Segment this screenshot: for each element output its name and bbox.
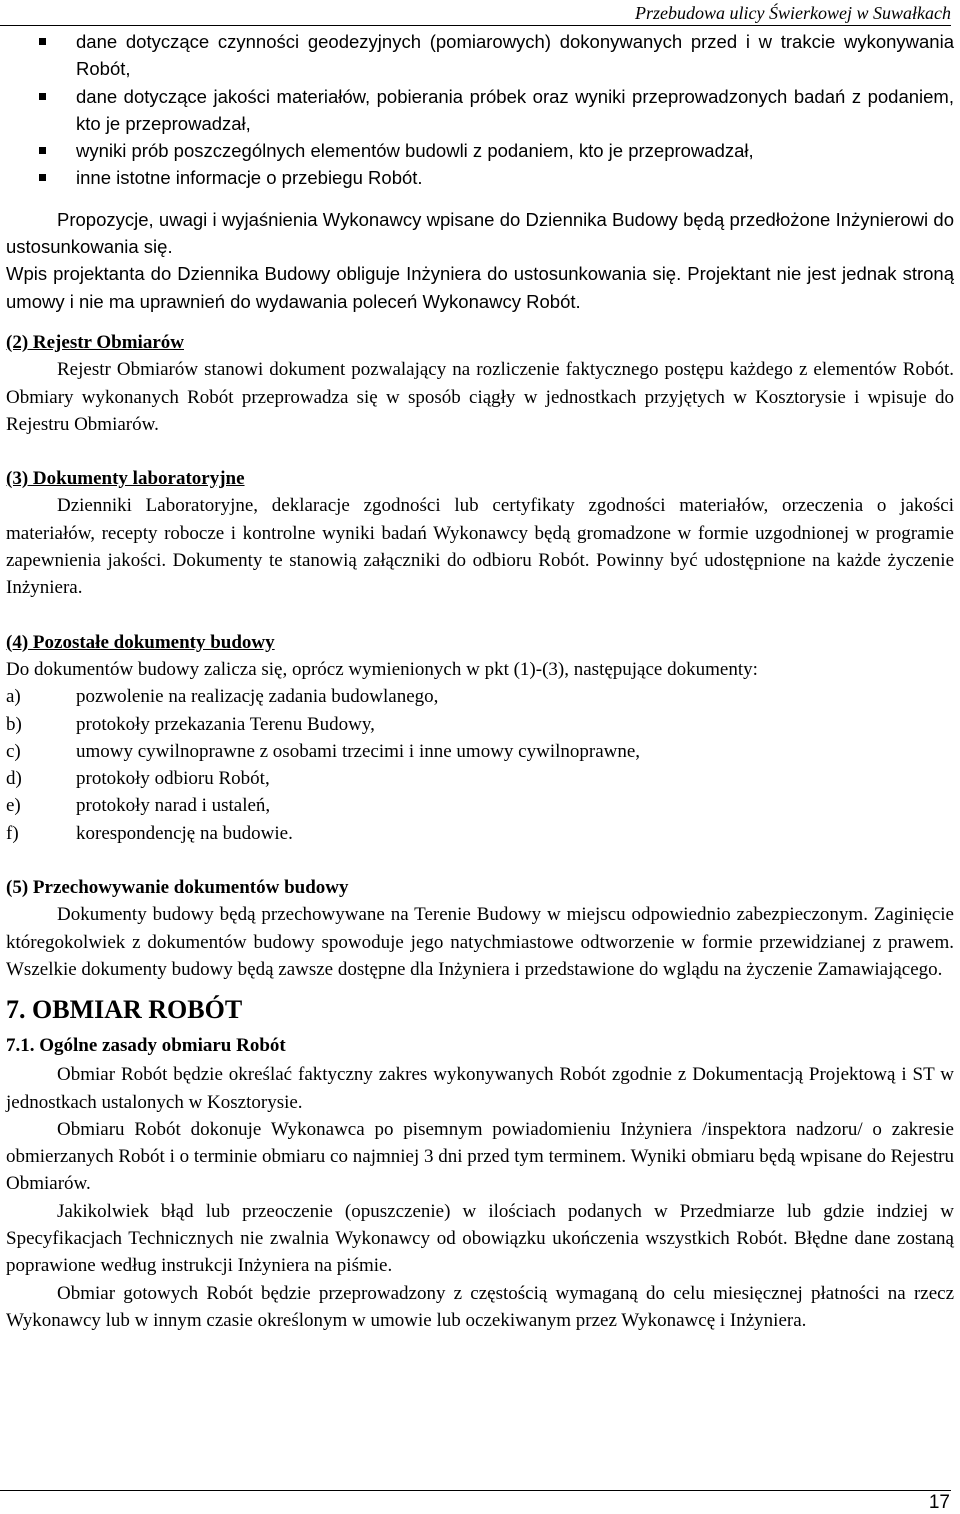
document-title: Przebudowa ulicy Świerkowej w Suwałkach xyxy=(635,3,951,23)
list-item: inne istotne informacje o przebiegu Robót. xyxy=(6,164,954,191)
list-item: c) umowy cywilnoprawne z osobami trzecimi i inne umowy cywilnoprawne, xyxy=(6,740,641,762)
running-header xyxy=(0,3,951,26)
proposals-paragraph: Propozycje, uwagi i wyjaśnienia Wykonawcy wpisane do Dziennika Budowy będą przedłożone Inżynierowi do ustosunkowania się. xyxy=(6,208,954,258)
measurement-paragraph-1: Obmiar Robót będzie określać faktyczny zakres wykonywanych Robót zgodnie z Dokumentacją Projektową i ST w jednostkach ustalonych w Kosztorysie. xyxy=(6,1064,954,1113)
list-item: f) korespondencję na budowie. xyxy=(6,822,293,844)
subsection-7-1-heading: 7.1. Ogólne zasady obmiaru Robót xyxy=(6,1035,286,1057)
section-5-heading: (5) Przechowywanie dokumentów budowy xyxy=(6,877,349,899)
square-bullet-icon xyxy=(39,93,46,100)
section-2-heading: (2) Rejestr Obmiarów xyxy=(6,331,184,353)
list-item: dane dotyczące czynności geodezyjnych (pomiarowych) dokonywanych przed i w trakcie wykonywania Robót, xyxy=(6,28,954,83)
section-3-text: Dzienniki Laboratoryjne, deklaracje zgodności lub certyfikaty zgodności materiałów, orzeczenia o jakości materiałów, recepty robocze i kontrolne wyniki badań Wykonawcy będą gromadzone w formie uzgodnionej w programie zapewnienia jakości. Dokumenty te stanowią załączniki do odbioru Robót. Powinny być udostępnione na każde życzenie Inżyniera. xyxy=(6,495,954,599)
bullet-list xyxy=(6,28,954,192)
list-item: b) protokoły przekazania Terenu Budowy, xyxy=(6,713,375,735)
section-2-text: Rejestr Obmiarów stanowi dokument pozwalający na rozliczenie faktycznego postępu każdego z elementów Robót. Obmiary wykonanych Robót przeprowadza się w sposób ciągły w jednostkach przyjętych w Kosztorysie i wpisuje do Rejestru Obmiarów. xyxy=(6,359,954,435)
list-item: d) protokoły odbioru Robót, xyxy=(6,768,270,790)
measurement-paragraph-3: Jakikolwiek błąd lub przeoczenie (opuszczenie) w ilościach podanych w Przedmiarze lub gdzie indziej w Specyfikacjach Technicznych nie zwalnia Wykonawcy od obowiązku ukończenia wszystkich Robót. Błędne dane zostaną poprawione według instrukcji Inżyniera na piśmie. xyxy=(6,1200,954,1277)
measurement-paragraph-4: Obmiar gotowych Robót będzie przeprowadzony z częstością wymaganą do celu miesięcznej płatności na rzecz Wykonawcy lub w innym czasie określonym w umowie lub oczekiwanym przez Wykonawcę i Inżyniera. xyxy=(6,1282,954,1331)
square-bullet-icon xyxy=(39,38,46,45)
list-item: a) pozwolenie na realizację zadania budowlanego, xyxy=(6,686,439,708)
square-bullet-icon xyxy=(39,147,46,154)
section-3-heading: (3) Dokumenty laboratoryjne xyxy=(6,468,245,490)
list-item: e) protokoły narad i ustaleń, xyxy=(6,795,271,817)
footer-divider xyxy=(0,1490,951,1491)
measurement-paragraph-2: Obmiaru Robót dokonuje Wykonawca po pisemnym powiadomieniu Inżyniera /inspektora nadzoru/ o zakresie obmierzanych Robót i o terminie obmiaru co najmniej 3 dni przed tym terminem. Wyniki obmiaru będą wpisane do Rejestru Obmiarów. xyxy=(6,1118,954,1195)
section-4-intro: Do dokumentów budowy zalicza się, oprócz wymienionych w pkt (1)-(3), następujące dokumenty: xyxy=(6,658,758,680)
list-item: wyniki prób poszczególnych elementów budowli z podaniem, kto je przeprowadzał, xyxy=(6,137,954,164)
documents-list xyxy=(6,683,954,847)
section-5-text: Dokumenty budowy będą przechowywane na Terenie Budowy w miejscu odpowiednio zabezpieczonym. Zaginięcie któregokolwiek z dokumentów budowy spowoduje jego natychmiastowe odtworzenie w formie przewidzianej z prawem. Wszelkie dokumenty budowy będą zawsze dostępne dla Inżyniera i przedstawione do wglądu na życzenie Zamawiającego. xyxy=(6,904,954,980)
designer-paragraph: Wpis projektanta do Dziennika Budowy obliguje Inżyniera do ustosunkowania się. Projektant nie jest jednak stroną umowy i nie ma uprawnień do wydawania poleceń Wykonawcy Robót. xyxy=(6,263,954,312)
section-4-heading: (4) Pozostałe dokumenty budowy xyxy=(6,631,275,653)
list-item: dane dotyczące jakości materiałów, pobierania próbek oraz wyniki przeprowadzonych badań z podaniem, kto je przeprowadzał, xyxy=(6,83,954,138)
page-number: 17 xyxy=(928,1492,950,1513)
page-body xyxy=(6,28,954,1334)
chapter-7-heading: 7. OBMIAR ROBÓT xyxy=(6,995,243,1025)
square-bullet-icon xyxy=(39,174,46,181)
